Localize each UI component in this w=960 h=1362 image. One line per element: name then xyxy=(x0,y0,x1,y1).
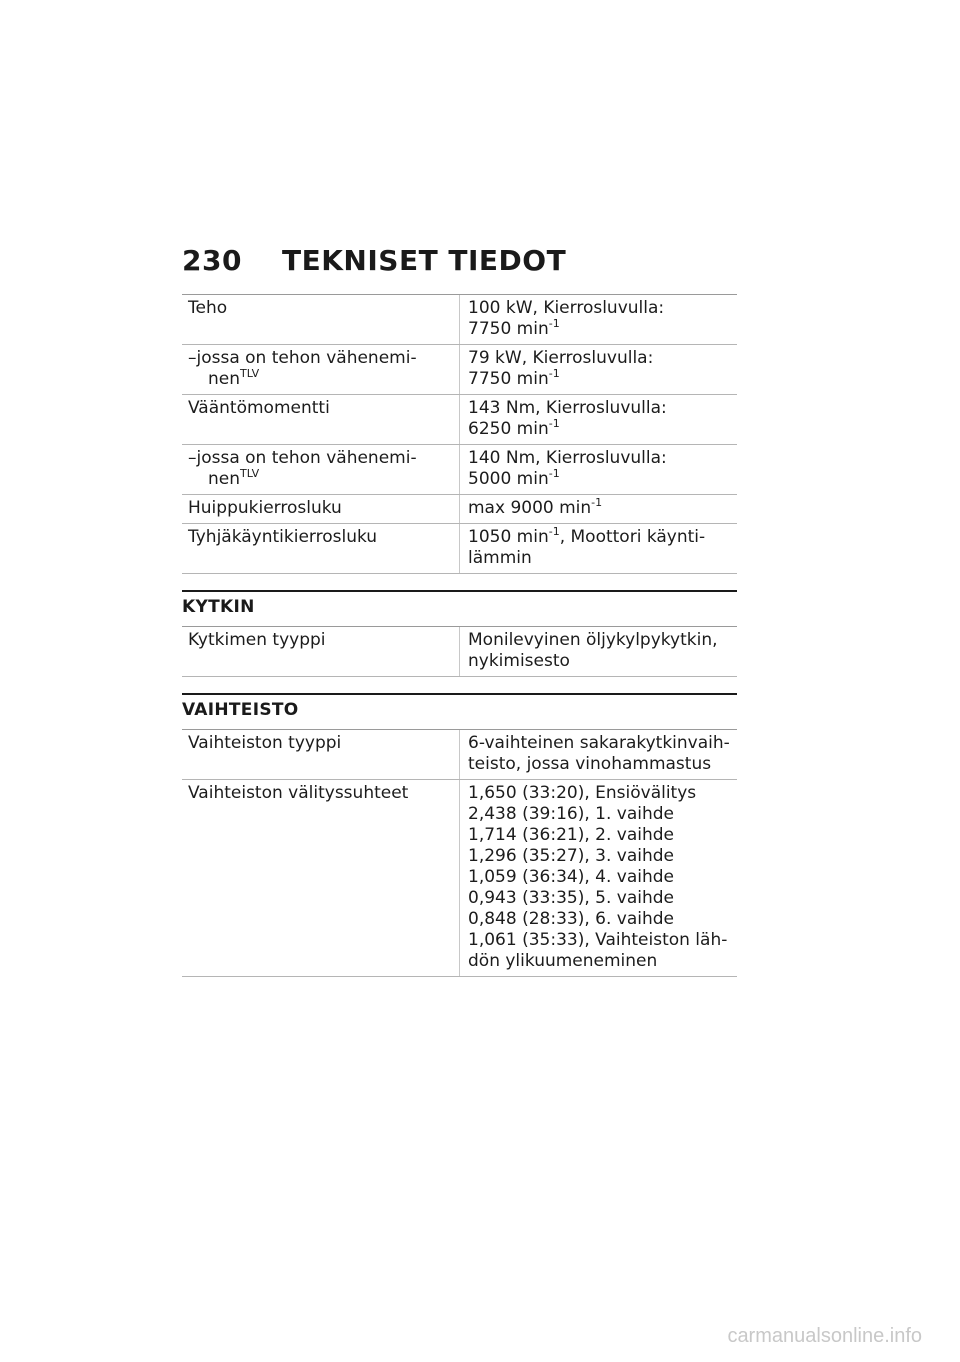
spec-value-sup: -1 xyxy=(548,367,560,380)
spec-label: Tyhjäkäyntikierrosluku xyxy=(182,524,460,574)
table-row xyxy=(182,345,737,395)
spec-value-text: 79 kW, Kierrosluvulla: 7750 min xyxy=(468,348,654,389)
table-row xyxy=(182,780,737,977)
spec-label: Teho xyxy=(182,295,460,345)
spec-value-sup: -1 xyxy=(591,496,603,509)
spec-value-text: 140 Nm, Kierrosluvulla: 5000 min xyxy=(468,448,667,489)
spec-value xyxy=(460,524,738,574)
watermark: carmanualsonline.info xyxy=(727,1325,922,1347)
page-number: 230 xyxy=(182,244,242,277)
spec-label: Kytkimen tyyppi xyxy=(182,627,460,677)
spec-value: Monilevyinen öljykylpykytkin, nykimisesto xyxy=(460,627,738,677)
spec-value-sup: -1 xyxy=(548,467,560,480)
section-heading-clutch: KYTKIN xyxy=(182,590,737,626)
spec-label-text: –jossa on tehon vähenemi- nen xyxy=(188,348,417,389)
spec-value-text: 100 kW, Kierrosluvulla: 7750 min xyxy=(468,298,665,339)
spec-value xyxy=(460,395,738,445)
spec-label: Vaihteiston tyyppi xyxy=(182,730,460,780)
spec-label xyxy=(182,445,460,495)
clutch-spec-table xyxy=(182,626,737,677)
spec-value-text: max 9000 min xyxy=(468,498,592,518)
spec-value: 1,650 (33:20), Ensiövälitys 2,438 (39:16), 1. vaihde 1,714 (36:21), 2. vaihde 1,296 (35:27), 3. vaihde 1,059 (36:34), 4. vaihde 0,943 (33:35), 5. vaihde 0,848 (28:33), 6. vaihde 1,061 (35:33), Vaihteiston läh- dön ylikuumeneminen xyxy=(460,780,738,977)
gearbox-spec-table xyxy=(182,729,737,977)
table-row xyxy=(182,295,737,345)
page-title: TEKNISET TIEDOT xyxy=(282,244,567,277)
spec-label-sup: TLV xyxy=(240,467,260,480)
table-row xyxy=(182,495,737,524)
table-row xyxy=(182,395,737,445)
spec-label-text: –jossa on tehon vähenemi- nen xyxy=(188,448,417,489)
spec-label: Vaihteiston välityssuhteet xyxy=(182,780,460,977)
spec-label xyxy=(182,345,460,395)
spec-label-sup: TLV xyxy=(240,367,260,380)
spec-value xyxy=(460,295,738,345)
spec-value xyxy=(460,445,738,495)
table-row xyxy=(182,627,737,677)
page-header xyxy=(182,244,566,277)
spec-value xyxy=(460,345,738,395)
spec-value-text-after: , Moottori käynti- lämmin xyxy=(468,527,706,568)
spec-value-sup: -1 xyxy=(548,417,560,430)
spec-value: 6-vaihteinen sakarakytkinvaih- teisto, jossa vinohammastus xyxy=(460,730,738,780)
spec-value xyxy=(460,495,738,524)
spec-value-text: 1050 min xyxy=(468,527,549,547)
spec-value-text: 143 Nm, Kierrosluvulla: 6250 min xyxy=(468,398,667,439)
spec-value-sup: -1 xyxy=(548,317,560,330)
table-row xyxy=(182,524,737,574)
table-row xyxy=(182,730,737,780)
engine-spec-table xyxy=(182,294,737,574)
section-heading-gearbox: VAIHTEISTO xyxy=(182,693,737,729)
table-row xyxy=(182,445,737,495)
spec-label: Huippukierrosluku xyxy=(182,495,460,524)
spec-value-sup: -1 xyxy=(548,525,560,538)
spec-content xyxy=(182,294,737,977)
spec-label: Vääntömomentti xyxy=(182,395,460,445)
